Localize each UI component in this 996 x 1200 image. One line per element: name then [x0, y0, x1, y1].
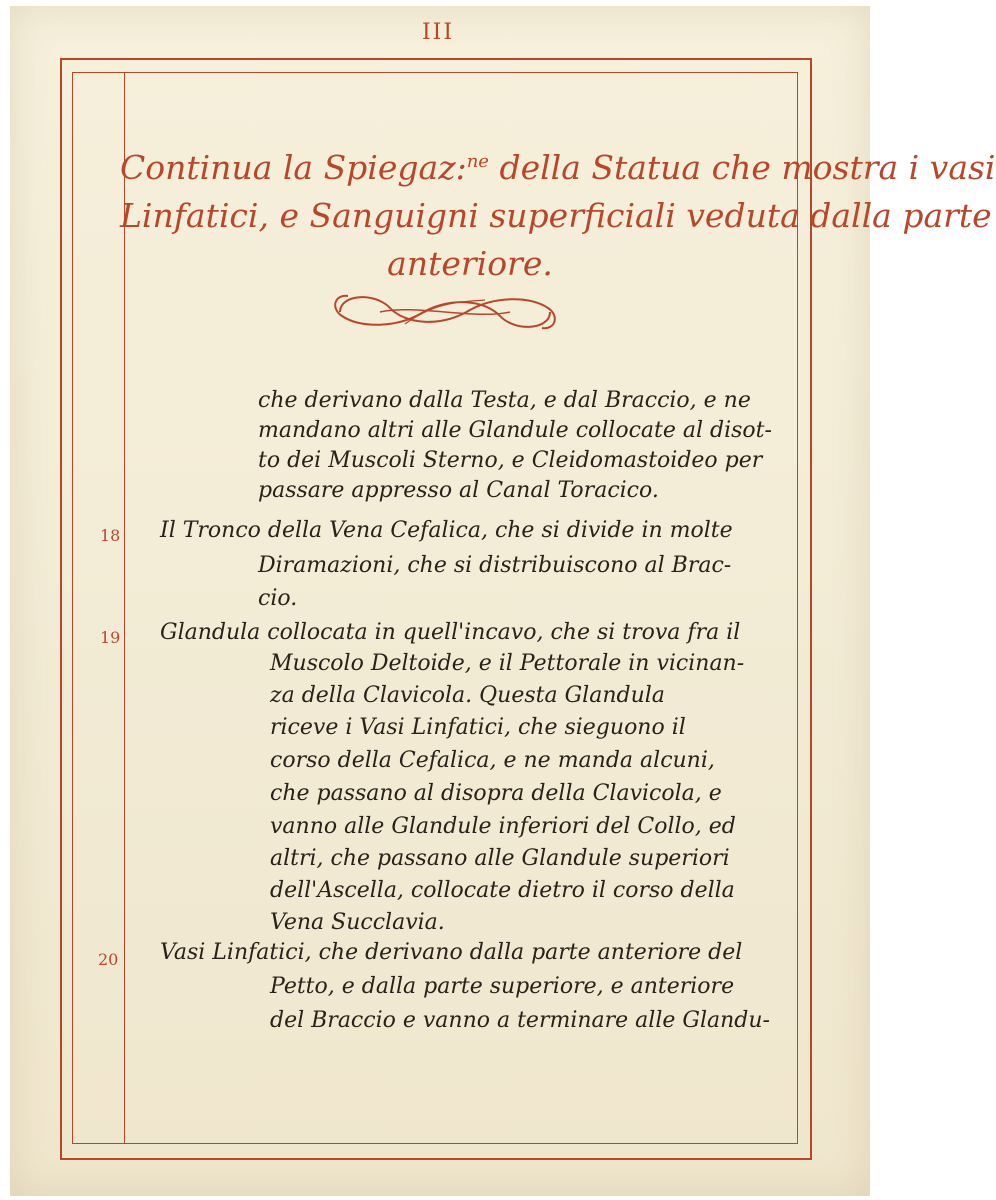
- text-line: to dei Muscoli Sterno, e Cleidomastoideo per: [258, 448, 763, 473]
- text-line: Glandula collocata in quell'incavo, che si trova fra il: [160, 620, 741, 645]
- text-line: mandano altri alle Glandule collocate al disot-: [258, 418, 772, 443]
- text-line: Vasi Linfatici, che derivano dalla parte anteriore del: [160, 940, 743, 965]
- text-line: Il Tronco della Vena Cefalica, che si divide in molte: [160, 518, 733, 543]
- heading-line-3: anteriore.: [387, 244, 553, 283]
- text-line: dell'Ascella, collocate dietro il corso della: [270, 878, 735, 903]
- text-line: Vena Succlavia.: [270, 910, 445, 935]
- text-line: che derivano dalla Testa, e dal Braccio, e ne: [258, 388, 751, 413]
- margin-number: 20: [98, 950, 119, 969]
- text-line: za della Clavicola. Questa Glandula: [270, 683, 665, 708]
- text-line: del Braccio e vanno a terminare alle Glandu-: [270, 1008, 770, 1033]
- text-line: corso della Cefalica, e ne manda alcuni,: [270, 748, 715, 773]
- text-line: altri, che passano alle Glandule superiori: [270, 846, 730, 871]
- page-number: III: [421, 20, 455, 45]
- calligraphic-flourish: [320, 282, 570, 342]
- text-line: che passano al disopra della Clavicola, e: [270, 781, 722, 806]
- text-line: Petto, e dalla parte superiore, e anteriore: [270, 974, 735, 999]
- heading-superscript: ne: [466, 151, 489, 172]
- margin-number: 18: [100, 526, 121, 545]
- text-line: vanno alle Glandule inferiori del Collo, ed: [270, 814, 736, 839]
- text-line: Diramazioni, che si distribuiscono al Brac-: [258, 553, 732, 578]
- text-line: Muscolo Deltoide, e il Pettorale in vicinan-: [270, 651, 745, 676]
- text-line: cio.: [258, 586, 298, 611]
- heading-line-1: Continua la Spiegaz:$^{ne}$ della Statua che mostra i vasi: [120, 148, 996, 187]
- heading: [120, 138, 996, 288]
- text-line: passare appresso al Canal Toracico.: [258, 478, 659, 503]
- heading-line-2: Linfatici, e Sanguigni superficiali veduta dalla parte: [120, 196, 992, 235]
- text-line: riceve i Vasi Linfatici, che sieguono il: [270, 715, 686, 740]
- margin-number: 19: [100, 628, 121, 647]
